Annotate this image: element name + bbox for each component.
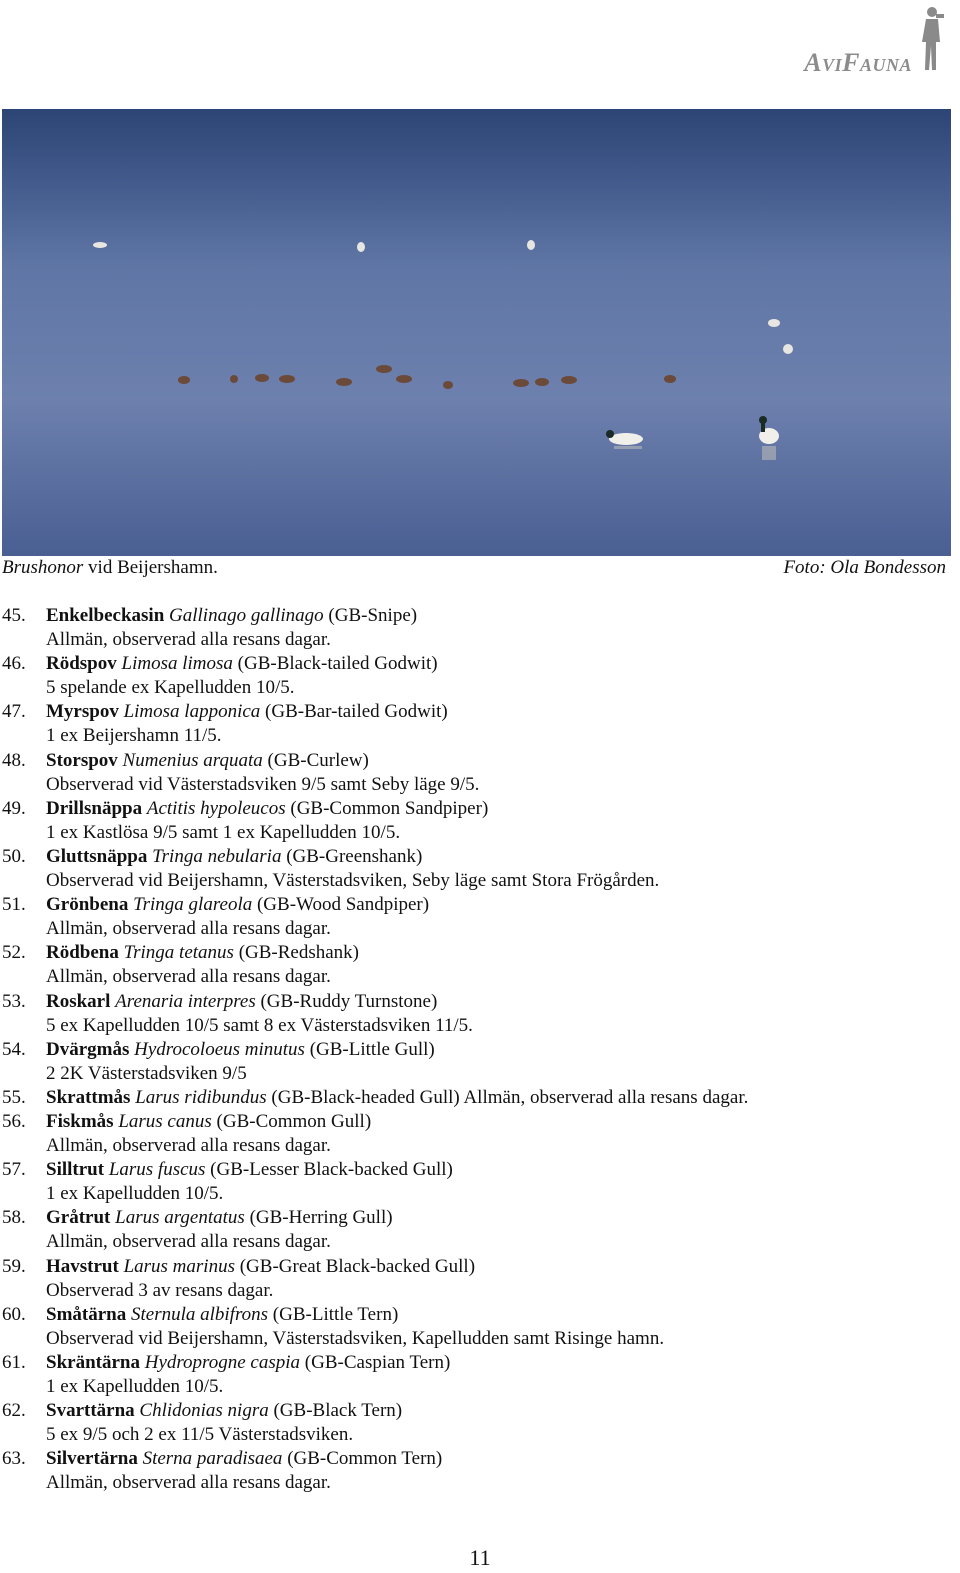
latin-name: Arenaria interpres: [115, 990, 256, 1012]
caption-place: vid Beijershamn.: [83, 557, 218, 578]
entry-note: 1 ex Kapelludden 10/5.: [46, 1376, 224, 1397]
swedish-name: Drillsnäppa: [46, 797, 143, 819]
english-name: (GB-Black Tern): [273, 1400, 403, 1422]
list-item: [2, 1255, 942, 1303]
entry-note: 5 spelande ex Kapelludden 10/5.: [46, 677, 295, 699]
entry-note: Allmän, observerad alla resans dagar.: [46, 1135, 331, 1157]
english-name: (GB-Greenshank): [286, 845, 423, 867]
swedish-name: Fiskmås: [46, 1110, 114, 1132]
photo-credit: Foto: Ola Bondesson: [783, 557, 946, 578]
entry-number: 62.: [2, 1400, 26, 1422]
entry-note: Observerad 3 av resans dagar.: [46, 1279, 274, 1301]
list-item: [2, 1110, 942, 1158]
avifauna-logo: [756, 4, 946, 76]
english-name: (GB-Black-headed Gull) Allmän, observerad alla resans dagar.: [271, 1086, 749, 1108]
entry-number: 58.: [2, 1207, 26, 1229]
list-item: [2, 749, 942, 797]
latin-name: Larus fuscus: [108, 1159, 206, 1181]
list-item: [2, 604, 942, 652]
latin-name: Tringa nebularia: [152, 845, 282, 867]
entry-note: Allmän, observerad alla resans dagar.: [46, 966, 331, 988]
birdwatcher-icon: [916, 4, 946, 76]
list-item: [2, 1086, 942, 1110]
swedish-name: Havstrut: [46, 1255, 119, 1277]
entry-note: Observerad vid Beijershamn, Västerstadsviken, Kapelludden samt Risinge hamn.: [46, 1327, 665, 1349]
list-item: [2, 652, 942, 700]
latin-name: Gallinago gallinago: [169, 605, 324, 626]
entry-number: 45.: [2, 605, 26, 626]
entry-number: 55.: [2, 1086, 26, 1108]
entry-note: Allmän, observerad alla resans dagar.: [46, 629, 331, 651]
swedish-name: Silvertärna: [46, 1448, 138, 1470]
list-item: [2, 1399, 942, 1447]
entry-number: 46.: [2, 653, 26, 675]
list-item: [2, 1447, 942, 1495]
latin-name: Larus ridibundus: [135, 1086, 267, 1108]
swedish-name: Enkelbeckasin: [46, 605, 165, 626]
logo-text: AviFauna: [804, 48, 912, 77]
english-name: (GB-Common Sandpiper): [290, 797, 489, 819]
latin-name: Limosa lapponica: [123, 701, 261, 723]
english-name: (GB-Curlew): [267, 749, 369, 771]
english-name: (GB-Common Gull): [216, 1110, 372, 1132]
english-name: (GB-Wood Sandpiper): [256, 894, 430, 916]
latin-name: Limosa limosa: [121, 653, 233, 675]
photo-caption: [2, 557, 946, 579]
latin-name: Larus marinus: [123, 1255, 235, 1277]
list-item: [2, 941, 942, 989]
swedish-name: Storspov: [46, 749, 118, 771]
entry-number: 59.: [2, 1255, 26, 1277]
entry-note: Observerad vid Västerstadsviken 9/5 samt Seby läge 9/5.: [46, 773, 480, 795]
swedish-name: Rödbena: [46, 942, 119, 964]
english-name: (GB-Caspian Tern): [304, 1351, 451, 1373]
list-item: [2, 893, 942, 941]
entry-number: 63.: [2, 1448, 26, 1470]
entry-note: Allmän, observerad alla resans dagar.: [46, 1472, 331, 1494]
latin-name: Larus canus: [118, 1110, 212, 1132]
swedish-name: Skräntärna: [46, 1351, 140, 1373]
swedish-name: Roskarl: [46, 990, 111, 1012]
english-name: (GB-Lesser Black-backed Gull): [210, 1159, 453, 1181]
entry-number: 56.: [2, 1110, 26, 1132]
entry-number: 53.: [2, 990, 26, 1012]
english-name: (GB-Ruddy Turnstone): [260, 990, 438, 1012]
latin-name: Chlidonias nigra: [139, 1400, 269, 1422]
page-number: 11: [469, 1545, 491, 1570]
english-name: (GB-Little Gull): [309, 1038, 435, 1060]
english-name: (GB-Great Black-backed Gull): [239, 1255, 476, 1277]
entry-number: 54.: [2, 1038, 26, 1060]
swedish-name: Rödspov: [46, 653, 117, 675]
entry-number: 49.: [2, 797, 26, 819]
swedish-name: Gråtrut: [46, 1207, 111, 1229]
latin-name: Sterna paradisaea: [142, 1448, 283, 1470]
latin-name: Hydrocoloeus minutus: [134, 1038, 305, 1060]
entry-number: 51.: [2, 894, 26, 916]
entry-note: 1 ex Kastlösa 9/5 samt 1 ex Kapelludden 10/5.: [46, 821, 401, 843]
english-name: (GB-Little Tern): [272, 1303, 399, 1325]
list-item: [2, 1351, 942, 1399]
birds-on-water-photo: [2, 109, 951, 556]
entry-note: 2 2K Västerstadsviken 9/5: [46, 1062, 247, 1084]
latin-name: Larus argentatus: [115, 1207, 245, 1229]
english-name: (GB-Redshank): [238, 942, 359, 964]
list-item: [2, 845, 942, 893]
latin-name: Tringa tetanus: [123, 942, 234, 964]
entry-note: Allmän, observerad alla resans dagar.: [46, 1231, 331, 1253]
entry-number: 52.: [2, 942, 26, 964]
swedish-name: Grönbena: [46, 894, 129, 916]
latin-name: Tringa glareola: [133, 894, 253, 916]
entry-note: Allmän, observerad alla resans dagar.: [46, 918, 331, 940]
entry-note: 1 ex Beijershamn 11/5.: [46, 725, 222, 747]
list-item: [2, 1206, 942, 1254]
latin-name: Sternula albifrons: [130, 1303, 269, 1325]
list-item: [2, 1158, 942, 1206]
entry-note: Observerad vid Beijershamn, Västerstadsviken, Seby läge samt Stora Frögården.: [46, 870, 660, 892]
list-item: [2, 700, 942, 748]
swedish-name: Dvärgmås: [46, 1038, 130, 1060]
entry-number: 50.: [2, 845, 26, 867]
list-item: [2, 990, 942, 1038]
entry-number: 61.: [2, 1351, 26, 1373]
list-item: [2, 797, 942, 845]
english-name: (GB-Common Tern): [287, 1448, 443, 1470]
latin-name: Actitis hypoleucos: [146, 797, 286, 819]
species-list: [2, 604, 942, 1495]
swedish-name: Silltrut: [46, 1159, 105, 1181]
swedish-name: Svarttärna: [46, 1400, 135, 1422]
caption-species: Brushonor: [2, 557, 84, 578]
english-name: (GB-Snipe): [328, 605, 418, 626]
entry-number: 48.: [2, 749, 26, 771]
entry-note: 5 ex Kapelludden 10/5 samt 8 ex Västerstadsviken 11/5.: [46, 1014, 473, 1036]
swedish-name: Skrattmås: [46, 1086, 131, 1108]
entry-number: 47.: [2, 701, 26, 723]
swedish-name: Småtärna: [46, 1303, 127, 1325]
latin-name: Numenius arquata: [122, 749, 263, 771]
english-name: (GB-Bar-tailed Godwit): [265, 701, 448, 723]
caption-text: [2, 557, 218, 579]
english-name: (GB-Herring Gull): [249, 1207, 393, 1229]
entry-number: 60.: [2, 1303, 26, 1325]
swedish-name: Gluttsnäppa: [46, 845, 148, 867]
entry-note: 1 ex Kapelludden 10/5.: [46, 1183, 224, 1205]
latin-name: Hydroprogne caspia: [144, 1351, 301, 1373]
entry-note: 5 ex 9/5 och 2 ex 11/5 Västerstadsviken.: [46, 1424, 354, 1446]
list-item: [2, 1303, 942, 1351]
english-name: (GB-Black-tailed Godwit): [237, 653, 438, 675]
list-item: [2, 1038, 942, 1086]
entry-number: 57.: [2, 1159, 26, 1181]
swedish-name: Myrspov: [46, 701, 119, 723]
